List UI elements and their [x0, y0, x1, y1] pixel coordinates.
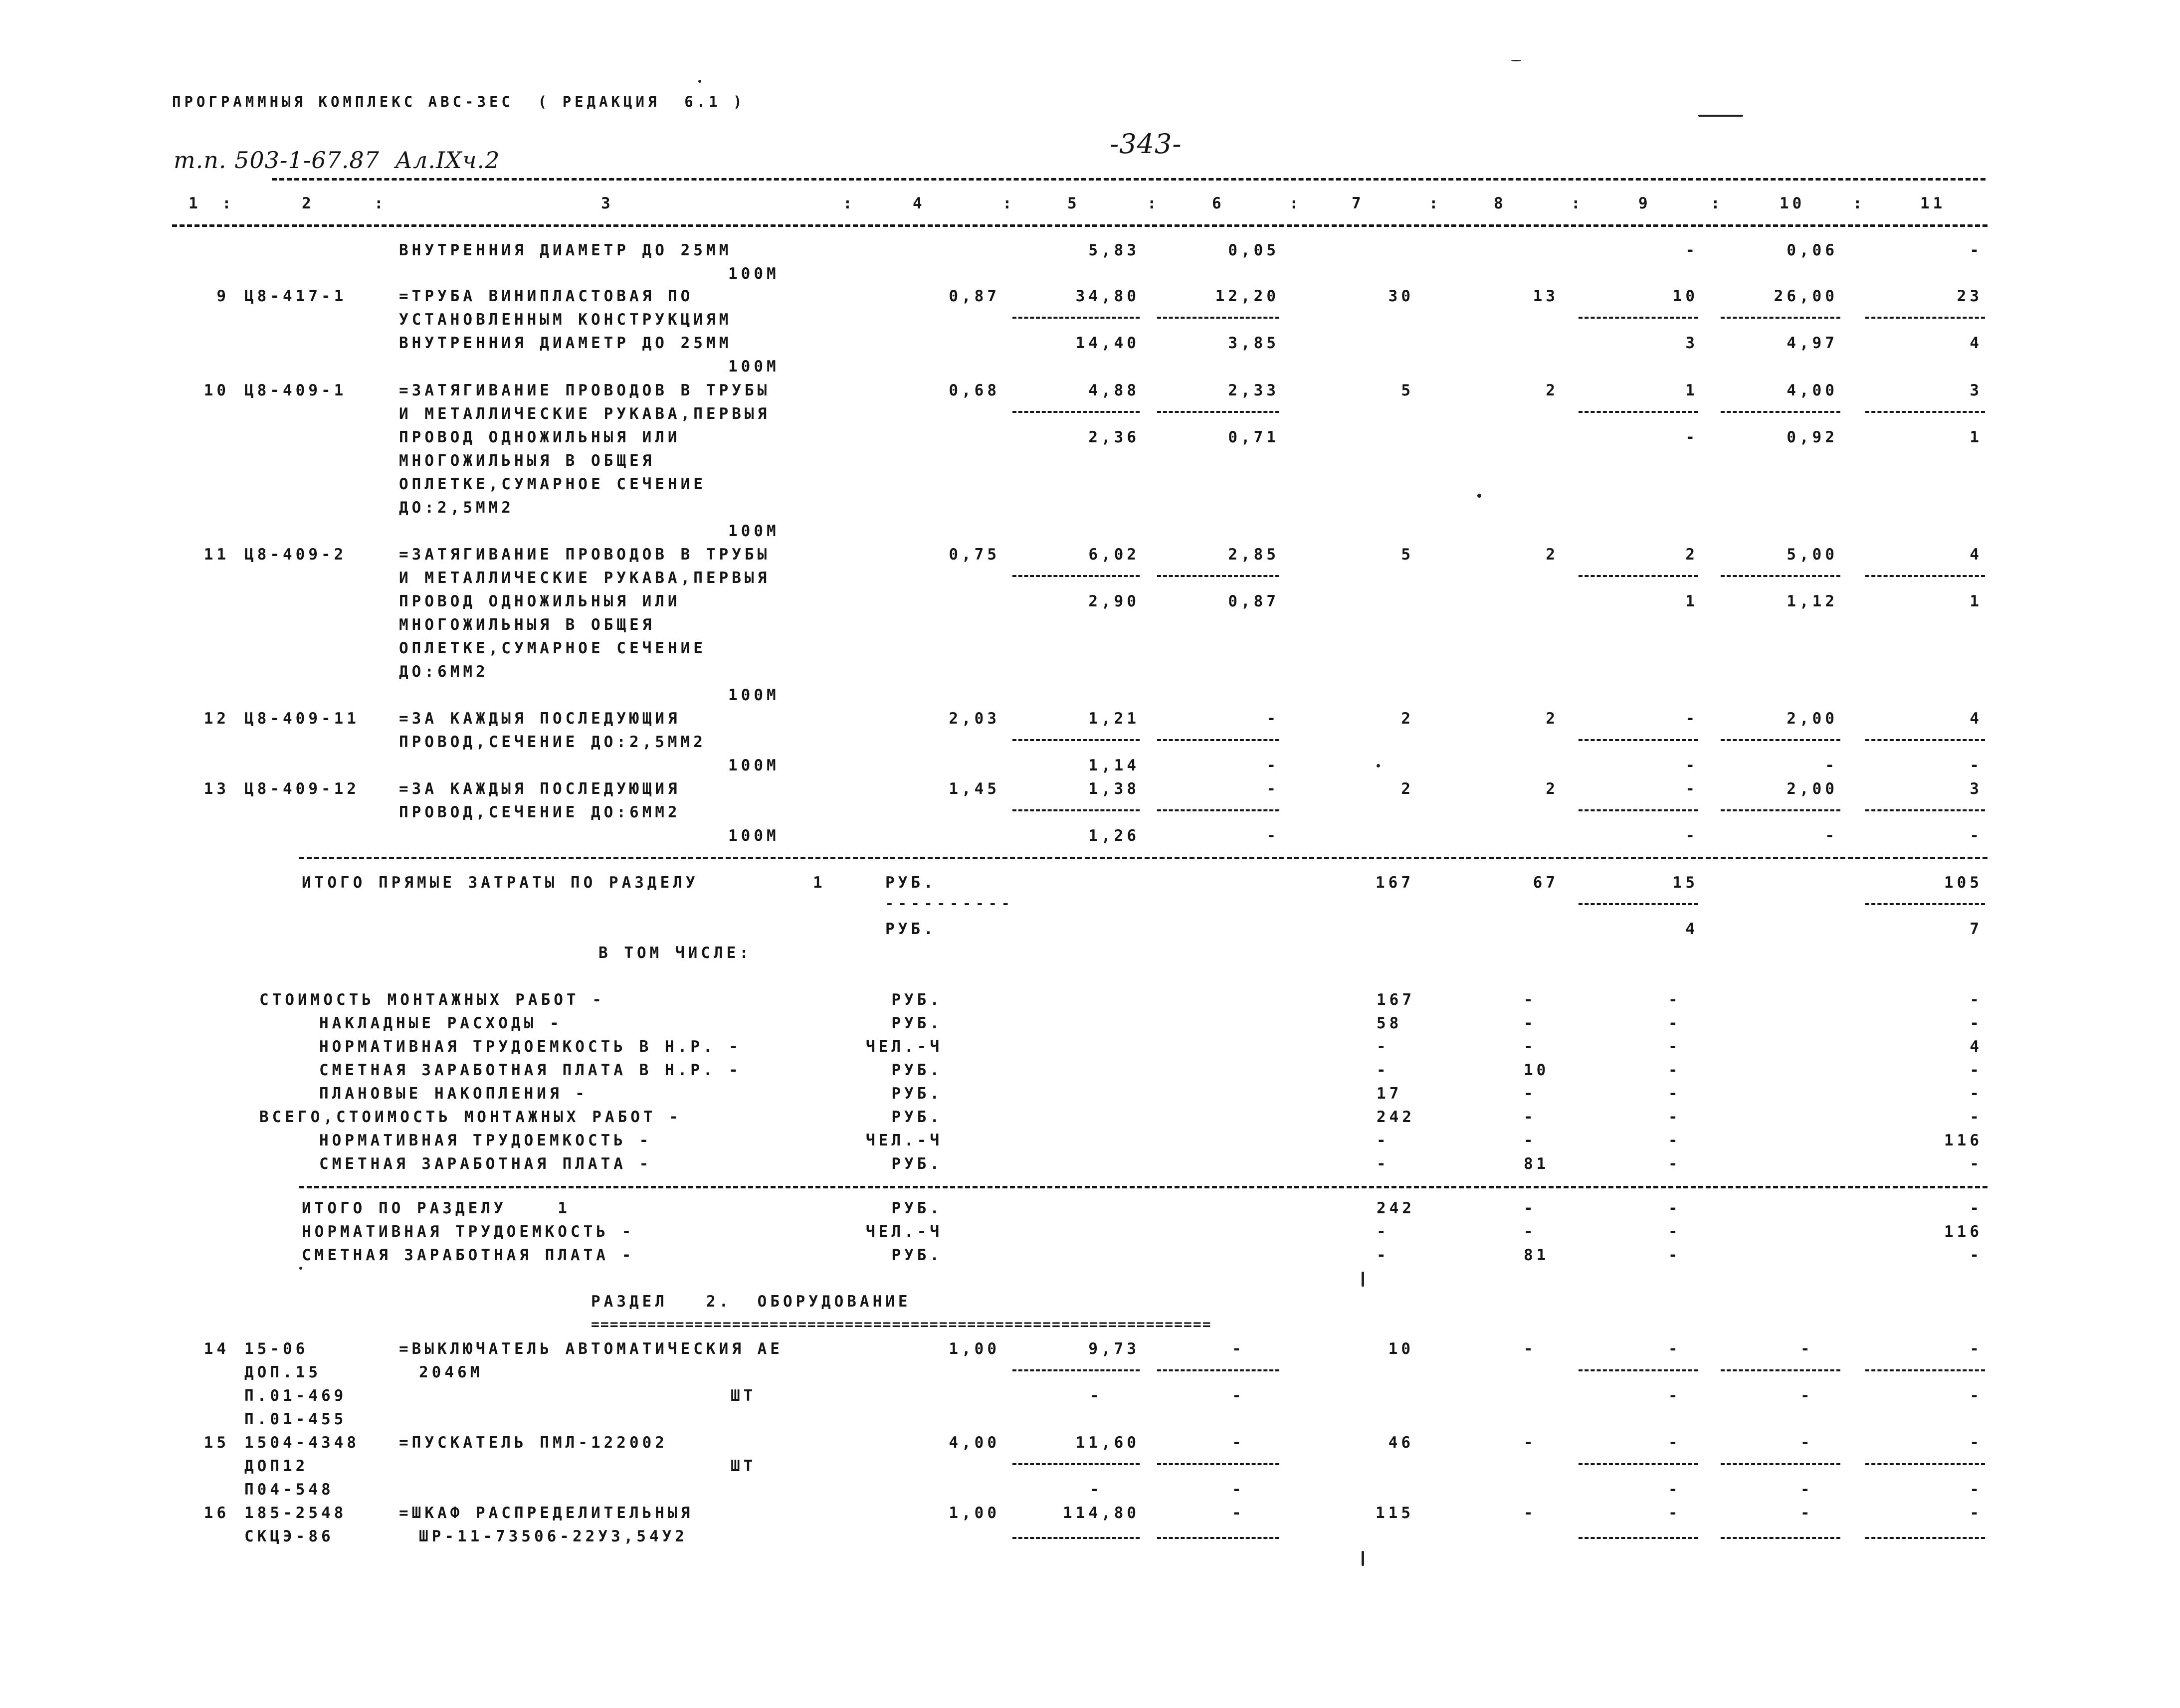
row12-c8: 2	[1546, 710, 1559, 728]
summary-c11-5: -	[1970, 1085, 1982, 1103]
summary-unit-4: РУБ.	[891, 1061, 943, 1079]
row13-c10b: -	[1825, 827, 1838, 845]
row13-c11: 3	[1970, 780, 1982, 798]
summary-c7-3: -	[1377, 1038, 1389, 1056]
row13-desc-2: ПРОВОД,СЕЧЕНИЕ ДО:6ММ2	[399, 803, 681, 821]
row12-c6: -	[1266, 710, 1279, 728]
direct-total-unit-2: РУБ.	[885, 920, 937, 938]
row9-c10b: 4,97	[1786, 334, 1838, 352]
section-total-label-1: ИТОГО ПО РАЗДЕЛУ 1	[302, 1199, 571, 1217]
row11-desc-4: МНОГОЖИЛЬНЫЯ В ОБЩЕЯ	[399, 616, 655, 634]
section-total-c7-2: -	[1377, 1223, 1389, 1241]
section-total-label-2: НОРМАТИВНАЯ ТРУДОЕМКОСТЬ -	[302, 1223, 635, 1241]
header-rule-top	[272, 178, 1985, 181]
row9-c10: 26,00	[1774, 287, 1838, 305]
summary-c7-5: 17	[1377, 1085, 1402, 1103]
row11-c5b: 2,90	[1088, 592, 1140, 610]
eq14-c10b: -	[1800, 1387, 1813, 1405]
direct-total-c9b: 4	[1685, 920, 1698, 938]
row12-c10b: -	[1825, 757, 1838, 774]
eq14-c9b: -	[1668, 1387, 1681, 1405]
section-rule	[299, 857, 1987, 859]
row9-c4: 0,87	[949, 287, 1000, 305]
row10-code: Ц8-409-1	[244, 381, 347, 399]
summary-c11-6: -	[1970, 1108, 1982, 1126]
row11-c7: 5	[1401, 546, 1414, 564]
row9-desc-2: УСТАНОВЛЕННЫМ КОНСТРУКЦИЯМ	[399, 311, 732, 329]
eq15-desc-1: =ПУСКАТЕЛЬ ПМЛ-122002	[399, 1434, 668, 1452]
summary-c9-1: -	[1668, 991, 1681, 1009]
row10-desc-2: И МЕТАЛЛИЧЕСКИЕ РУКАВА,ПЕРВЫЯ	[399, 405, 771, 423]
eq14-c4: 1,00	[949, 1340, 1000, 1358]
summary-c11-4: -	[1970, 1061, 1982, 1079]
eq15-c9: -	[1668, 1434, 1681, 1452]
summary-c8-4: 10	[1524, 1061, 1550, 1079]
scan-speck	[1477, 494, 1481, 498]
summary-label-1: СТОИМОСТЬ МОНТАЖНЫХ РАБОТ -	[259, 991, 605, 1009]
eq15-c6b: -	[1232, 1481, 1245, 1499]
row0-c6: 0,05	[1228, 241, 1279, 259]
row12-c9: -	[1685, 710, 1698, 728]
eq15-number: 15	[203, 1434, 229, 1452]
row12-c5b: 1,14	[1088, 757, 1140, 774]
eq15-c4: 4,00	[949, 1434, 1000, 1452]
summary-c7-7: -	[1377, 1132, 1389, 1149]
col-header-5: 5	[1067, 194, 1080, 212]
eq16-c8: -	[1524, 1504, 1537, 1522]
row11-c9b: 1	[1685, 592, 1698, 610]
row12-c11: 4	[1970, 710, 1982, 728]
summary-c9-6: -	[1668, 1108, 1681, 1126]
direct-total-c9: 15	[1672, 874, 1698, 892]
eq14-c6b: -	[1232, 1387, 1245, 1405]
summary-c8-2: -	[1524, 1014, 1537, 1032]
eq16-c10: -	[1800, 1504, 1813, 1522]
row10-c11: 3	[1970, 381, 1982, 399]
summary-c8-5: -	[1524, 1085, 1537, 1103]
eq16-number: 16	[203, 1504, 229, 1522]
eq15-c10b: -	[1800, 1481, 1813, 1499]
row0-c10: 0,06	[1786, 241, 1838, 259]
summary-c9-8: -	[1668, 1155, 1681, 1173]
section-total-c9-1: -	[1668, 1199, 1681, 1217]
scan-speck	[1377, 764, 1380, 767]
col-header-2: 2	[302, 194, 315, 212]
eq14-c10: -	[1800, 1340, 1813, 1358]
row9-c7: 30	[1388, 287, 1414, 305]
summary-c8-8: 81	[1524, 1155, 1550, 1173]
summary-rule	[299, 1186, 1987, 1188]
scan-speck	[1362, 1272, 1364, 1287]
summary-c9-7: -	[1668, 1132, 1681, 1149]
row9-c8: 13	[1533, 287, 1559, 305]
program-header: ПРОГРАММНЫЯ КОМПЛЕКС АВС-3ЕС ( РЕДАКЦИЯ 6.1 )	[172, 93, 746, 110]
scan-speck	[299, 1267, 302, 1270]
row9-c5b: 14,40	[1075, 334, 1140, 352]
row10-desc-1: =ЗАТЯГИВАНИЕ ПРОВОДОВ В ТРУБЫ	[399, 381, 771, 399]
row13-c9: -	[1685, 780, 1698, 798]
row9-code: Ц8-417-1	[244, 287, 347, 305]
row11-number: 11	[203, 546, 229, 564]
row10-c5b: 2,36	[1088, 428, 1140, 446]
eq14-desc-2: 2046М	[419, 1363, 483, 1381]
row11-code: Ц8-409-2	[244, 546, 347, 564]
row13-c7: 2	[1401, 780, 1414, 798]
row9-desc-3: ВНУТРЕННИЯ ДИАМЕТР ДО 25ММ	[399, 334, 732, 352]
eq15-c7: 46	[1388, 1434, 1414, 1452]
row11-c4: 0,75	[949, 546, 1000, 564]
col-header-1: 1	[189, 194, 201, 212]
row9-c6b: 3,85	[1228, 334, 1279, 352]
eq16-c11: -	[1970, 1504, 1982, 1522]
row11-c10b: 1,12	[1786, 592, 1838, 610]
row0-desc-1: ВНУТРЕННИЯ ДИАМЕТР ДО 25ММ	[399, 241, 732, 259]
summary-label-2: НАКЛАДНЫЕ РАСХОДЫ -	[319, 1014, 563, 1032]
row11-c6: 2,85	[1228, 546, 1279, 564]
eq15-unit: ШТ	[731, 1457, 757, 1475]
summary-label-7: НОРМАТИВНАЯ ТРУДОЕМКОСТЬ -	[319, 1132, 652, 1149]
row10-desc-4: МНОГОЖИЛЬНЫЯ В ОБЩЕЯ	[399, 452, 655, 470]
eq14-code-1: 15-06	[244, 1340, 309, 1358]
row0-c5: 5,83	[1088, 241, 1140, 259]
summary-c8-3: -	[1524, 1038, 1537, 1056]
row12-c7: 2	[1401, 710, 1414, 728]
summary-unit-2: РУБ.	[891, 1014, 943, 1032]
row10-c11b: 1	[1970, 428, 1982, 446]
summary-c11-7: 116	[1944, 1132, 1982, 1149]
row13-number: 13	[203, 780, 229, 798]
row13-desc-1: =ЗА КАЖДЫЯ ПОСЛЕДУЮЩИЯ	[399, 780, 681, 798]
row12-c5: 1,21	[1088, 710, 1140, 728]
row11-c8: 2	[1546, 546, 1559, 564]
row13-c11b: -	[1970, 827, 1982, 845]
scan-speck	[1511, 60, 1521, 61]
section-total-c11-2: 116	[1944, 1223, 1982, 1241]
eq14-c11: -	[1970, 1340, 1982, 1358]
row10-desc-5: ОПЛЕТКЕ,СУМАРНОЕ СЕЧЕНИЕ	[399, 475, 706, 493]
eq16-c6: -	[1232, 1504, 1245, 1522]
row10-c9b: -	[1685, 428, 1698, 446]
row12-c11b: -	[1970, 757, 1982, 774]
summary-c11-1: -	[1970, 991, 1982, 1009]
row11-desc-1: =ЗАТЯГИВАНИЕ ПРОВОДОВ В ТРУБЫ	[399, 546, 771, 564]
summary-unit-8: РУБ.	[891, 1155, 943, 1173]
eq15-code-2: ДОП12	[244, 1457, 309, 1475]
row10-desc-6: ДО:2,5ММ2	[399, 499, 514, 517]
direct-total-c11: 105	[1944, 874, 1982, 892]
row9-c9b: 3	[1685, 334, 1698, 352]
eq14-c6: -	[1232, 1340, 1245, 1358]
row13-c8: 2	[1546, 780, 1559, 798]
row11-unit: 100М	[728, 686, 780, 704]
summary-c11-2: -	[1970, 1014, 1982, 1032]
row10-c6: 2,33	[1228, 381, 1279, 399]
row13-c10: 2,00	[1786, 780, 1838, 798]
row9-c11b: 4	[1970, 334, 1982, 352]
row10-c6b: 0,71	[1228, 428, 1279, 446]
row13-c5: 1,38	[1088, 780, 1140, 798]
eq14-c11b: -	[1970, 1387, 1982, 1405]
eq16-desc-1: =ШКАФ РАСПРЕДЕЛИТЕЛЬНЫЯ	[399, 1504, 694, 1522]
eq14-c5: 9,73	[1088, 1340, 1140, 1358]
row11-c6b: 0,87	[1228, 592, 1279, 610]
summary-label-4: СМЕТНАЯ ЗАРАБОТНАЯ ПЛАТА В Н.Р. -	[319, 1061, 742, 1079]
row12-desc-1: =ЗА КАЖДЫЯ ПОСЛЕДУЮЩИЯ	[399, 710, 681, 728]
eq15-c9b: -	[1668, 1481, 1681, 1499]
row10-c9: 1	[1685, 381, 1698, 399]
row10-desc-3: ПРОВОД ОДНОЖИЛЬНЫЯ ИЛИ	[399, 428, 681, 446]
row11-c10: 5,00	[1786, 546, 1838, 564]
row13-c9b: -	[1685, 827, 1698, 845]
row12-c10: 2,00	[1786, 710, 1838, 728]
eq14-unit: ШТ	[731, 1387, 757, 1405]
scan-speck	[1362, 1551, 1364, 1566]
eq14-c9: -	[1668, 1340, 1681, 1358]
summary-c11-3: 4	[1970, 1038, 1982, 1056]
summary-unit-3: ЧЕЛ.-Ч	[866, 1038, 943, 1056]
row11-desc-3: ПРОВОД ОДНОЖИЛЬНЫЯ ИЛИ	[399, 592, 681, 610]
eq16-code-2: СКЦЭ-86	[244, 1527, 334, 1545]
row10-unit: 100М	[728, 522, 780, 540]
eq15-c6: -	[1232, 1434, 1245, 1452]
eq16-code-1: 185-2548	[244, 1504, 347, 1522]
col-header-10: 10	[1780, 194, 1805, 212]
row10-number: 10	[203, 381, 229, 399]
section-total-c9-2: -	[1668, 1223, 1681, 1241]
summary-c8-1: -	[1524, 991, 1537, 1009]
col-header-7: 7	[1352, 194, 1365, 212]
row9-c6: 12,20	[1215, 287, 1279, 305]
eq16-desc-2: ШР-11-73506-22У3,54У2	[419, 1527, 688, 1545]
section-total-c11-1: -	[1970, 1199, 1982, 1217]
direct-total-label: ИТОГО ПРЯМЫЕ ЗАТРАТЫ ПО РАЗДЕЛУ	[302, 874, 699, 892]
eq15-c5: 11,60	[1075, 1434, 1140, 1452]
summary-c8-6: -	[1524, 1108, 1537, 1126]
summary-unit-5: РУБ.	[891, 1085, 943, 1103]
direct-total-section: 1	[813, 874, 826, 892]
eq15-c11: -	[1970, 1434, 1982, 1452]
summary-c7-4: -	[1377, 1061, 1389, 1079]
eq15-c10: -	[1800, 1434, 1813, 1452]
eq14-code-2: ДОП.15	[244, 1363, 321, 1381]
row13-c5b: 1,26	[1088, 827, 1140, 845]
row13-c4: 1,45	[949, 780, 1000, 798]
summary-unit-7: ЧЕЛ.-Ч	[866, 1132, 943, 1149]
section-total-c8-2: -	[1524, 1223, 1537, 1241]
direct-total-c11b: 7	[1970, 920, 1982, 938]
row0-c9: -	[1685, 241, 1698, 259]
section-total-c7-3: -	[1377, 1246, 1389, 1264]
col-header-11: 11	[1920, 194, 1946, 212]
eq15-code-1: 1504-4348	[244, 1434, 360, 1452]
row11-desc-6: ДО:6ММ2	[399, 663, 489, 681]
row13-c6: -	[1266, 780, 1279, 798]
col-header-9: 9	[1638, 194, 1651, 212]
row10-c8: 2	[1546, 381, 1559, 399]
header-rule-bottom	[172, 224, 1987, 227]
summary-c11-8: -	[1970, 1155, 1982, 1173]
summary-c7-2: 58	[1377, 1014, 1402, 1032]
row11-c5: 6,02	[1088, 546, 1140, 564]
section-total-c8-1: -	[1524, 1199, 1537, 1217]
row11-desc-2: И МЕТАЛЛИЧЕСКИЕ РУКАВА,ПЕРВЫЯ	[399, 569, 771, 587]
section-total-unit-3: РУБ.	[891, 1246, 943, 1264]
section-total-unit-1: РУБ.	[891, 1199, 943, 1217]
row11-c9: 2	[1685, 546, 1698, 564]
col-header-4: 4	[913, 194, 926, 212]
section-total-c8-3: 81	[1524, 1246, 1550, 1264]
direct-total-c7: 167	[1376, 874, 1414, 892]
col-header-3: 3	[601, 194, 614, 212]
row10-c4: 0,68	[949, 381, 1000, 399]
eq16-c5: 114,80	[1063, 1504, 1140, 1522]
eq14-number: 14	[203, 1340, 229, 1358]
row12-c6b: -	[1266, 757, 1279, 774]
row0-c11: -	[1970, 241, 1982, 259]
row10-c5: 4,88	[1088, 381, 1140, 399]
section2-title: РАЗДЕЛ 2. ОБОРУДОВАНИЕ	[591, 1293, 911, 1311]
scan-mark	[1698, 115, 1743, 117]
eq15-code-3: П04-548	[244, 1481, 334, 1499]
row9-number: 9	[216, 287, 229, 305]
summary-label-3: НОРМАТИВНАЯ ТРУДОЕМКОСТЬ В Н.Р. -	[319, 1038, 742, 1056]
eq14-c8: -	[1524, 1340, 1537, 1358]
row0-unit: 100М	[728, 265, 780, 283]
doc-reference: т.п. 503-1-67.87 Ал.IXч.2	[174, 147, 500, 174]
eq14-c5b: -	[1090, 1387, 1103, 1405]
section-total-label-3: СМЕТНАЯ ЗАРАБОТНАЯ ПЛАТА -	[302, 1246, 635, 1264]
summary-c9-2: -	[1668, 1014, 1681, 1032]
summary-label-5: ПЛАНОВЫЕ НАКОПЛЕНИЯ -	[319, 1085, 588, 1103]
summary-label-6: ВСЕГО,СТОИМОСТЬ МОНТАЖНЫХ РАБОТ -	[259, 1108, 682, 1126]
summary-c7-8: -	[1377, 1155, 1389, 1173]
summary-label-8: СМЕТНАЯ ЗАРАБОТНАЯ ПЛАТА -	[319, 1155, 652, 1173]
section-total-c11-3: -	[1970, 1246, 1982, 1264]
row12-code: Ц8-409-11	[244, 710, 360, 728]
eq16-c4: 1,00	[949, 1504, 1000, 1522]
row9-c5: 34,80	[1075, 287, 1140, 305]
row9-unit: 100М	[728, 358, 780, 376]
row13-code: Ц8-409-12	[244, 780, 360, 798]
eq14-code-3: П.01-469	[244, 1387, 347, 1405]
row11-desc-5: ОПЛЕТКЕ,СУМАРНОЕ СЕЧЕНИЕ	[399, 639, 706, 657]
row11-c11: 4	[1970, 546, 1982, 564]
summary-c9-5: -	[1668, 1085, 1681, 1103]
row13-c6b: -	[1266, 827, 1279, 845]
eq14-c7: 10	[1388, 1340, 1414, 1358]
row10-c10b: 0,92	[1786, 428, 1838, 446]
scan-speck	[698, 80, 701, 83]
row11-c11b: 1	[1970, 592, 1982, 610]
section-total-c7-1: 242	[1377, 1199, 1415, 1217]
including-heading: В ТОМ ЧИСЛЕ:	[598, 944, 752, 962]
row10-c7: 5	[1401, 381, 1414, 399]
col-header-6: 6	[1212, 194, 1225, 212]
eq15-c11b: -	[1970, 1481, 1982, 1499]
row12-c4: 2,03	[949, 710, 1000, 728]
summary-c7-6: 242	[1377, 1108, 1415, 1126]
row10-c10: 4,00	[1786, 381, 1838, 399]
summary-c7-1: 167	[1377, 991, 1415, 1009]
eq16-c7: 115	[1376, 1504, 1414, 1522]
summary-c8-7: -	[1524, 1132, 1537, 1149]
row12-c9b: -	[1685, 757, 1698, 774]
row9-c9: 10	[1672, 287, 1698, 305]
summary-c9-3: -	[1668, 1038, 1681, 1056]
section-total-c9-3: -	[1668, 1246, 1681, 1264]
direct-total-c8: 67	[1533, 874, 1559, 892]
row9-c11: 23	[1957, 287, 1982, 305]
row9-desc-1: =ТРУБА ВИНИПЛАСТОВАЯ ПО	[399, 287, 694, 305]
row12-unit: 100М	[728, 757, 780, 774]
eq14-code-4: П.01-455	[244, 1410, 347, 1428]
summary-unit-6: РУБ.	[891, 1108, 943, 1126]
direct-total-unit: РУБ.	[885, 874, 937, 892]
section-total-unit-2: ЧЕЛ.-Ч	[866, 1223, 943, 1241]
page-number: -343-	[1110, 128, 1182, 160]
row13-unit: 100М	[728, 827, 780, 845]
summary-c9-4: -	[1668, 1061, 1681, 1079]
row12-number: 12	[203, 710, 229, 728]
eq14-desc-1: =ВЫКЛЮЧАТЕЛЬ АВТОМАТИЧЕСКИЯ АЕ	[399, 1340, 783, 1358]
eq15-c5b: -	[1090, 1481, 1103, 1499]
col-header-8: 8	[1494, 194, 1507, 212]
eq15-c8: -	[1524, 1434, 1537, 1452]
eq16-c9: -	[1668, 1504, 1681, 1522]
row12-desc-2: ПРОВОД,СЕЧЕНИЕ ДО:2,5ММ2	[399, 733, 706, 751]
summary-unit-1: РУБ.	[891, 991, 943, 1009]
